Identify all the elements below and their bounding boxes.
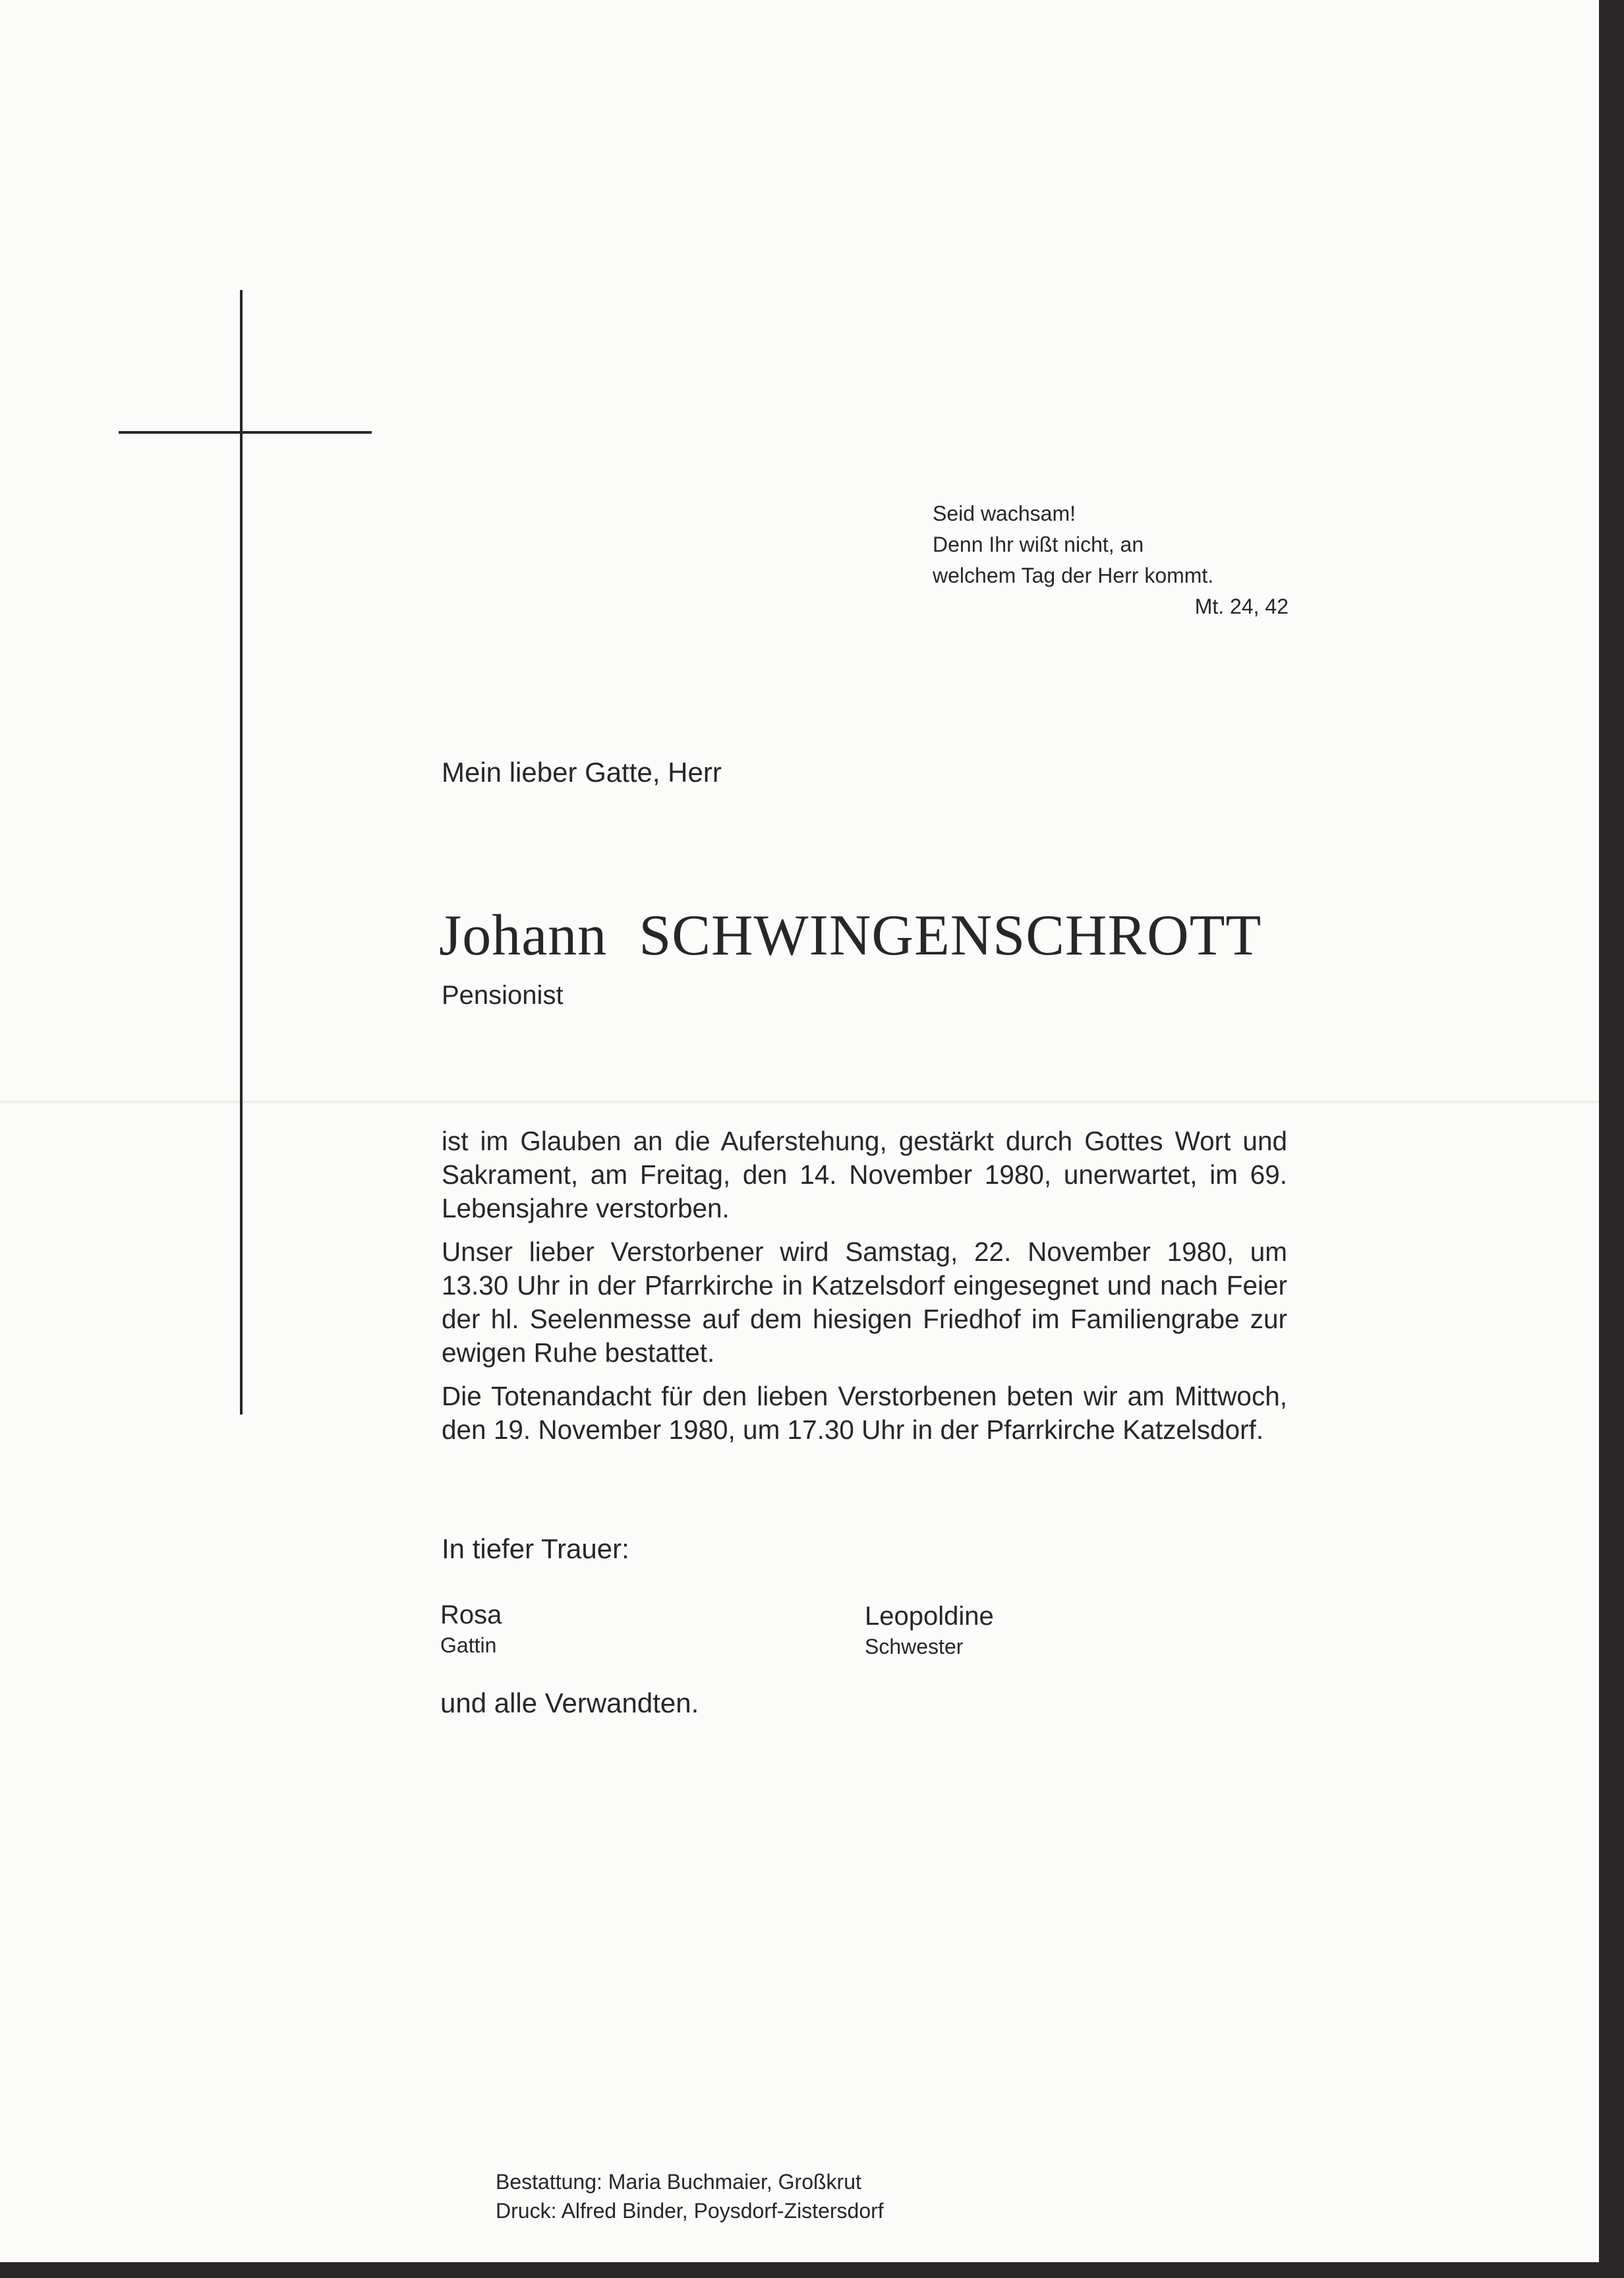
quote-reference: Mt. 24, 42 xyxy=(1194,595,1289,618)
salutation: Mein lieber Gatte, Herr xyxy=(442,757,722,788)
mourner xyxy=(865,1600,994,1661)
cross-icon-horizontal-bar xyxy=(119,431,372,434)
relatives-line: und alle Verwandten. xyxy=(440,1687,699,1718)
mourning-heading: In tiefer Trauer: xyxy=(442,1533,629,1564)
printer-line: Druck: Alfred Binder, Poysdorf-Zistersdorf xyxy=(496,2199,884,2223)
quote-line: Seid wachsam! xyxy=(933,502,1076,525)
cross-icon-vertical-bar xyxy=(240,290,243,1415)
mourner xyxy=(440,1599,502,1660)
quote-line: Denn Ihr wißt nicht, an xyxy=(933,533,1144,556)
surname: SCHWINGENSCHROTT xyxy=(639,904,1262,968)
prayer-paragraph: Die Totenandacht für den lieben Verstorbenen beten wir am Mittwoch, den 19. November 1980, um 17.30 Uhr in der Pfarrkirche Katzelsdorf. xyxy=(442,1381,1287,1445)
notice-body xyxy=(442,1124,1287,1457)
deceased-name xyxy=(439,903,1262,969)
mourner-name: Leopoldine xyxy=(865,1602,994,1631)
death-paragraph: ist im Glauben an die Auferstehung, gestärkt durch Gottes Wort und Sakrament, am Freitag, den 14. November 1980, unerwartet, im 69. Lebensjahre verstorben. xyxy=(442,1126,1287,1223)
funeral-paragraph: Unser lieber Verstorbener wird Samstag, 22. November 1980, um 13.30 Uhr in der Pfarrkirche in Katzelsdorf eingesegnet und nach Feier der hl. Seelenmesse auf dem hiesigen Friedhof im Familiengrabe zur ewigen Ruhe bestattet. xyxy=(442,1237,1287,1368)
mourner-name: Rosa xyxy=(440,1600,502,1629)
imprint xyxy=(496,2167,884,2225)
quote-line: welchem Tag der Herr kommt. xyxy=(933,564,1214,587)
occupation: Pensionist xyxy=(442,981,564,1010)
first-name: Johann xyxy=(439,904,608,968)
funeral-home-line: Bestattung: Maria Buchmaier, Großkrut xyxy=(496,2170,861,2194)
mourner-relation: Gattin xyxy=(440,1633,497,1657)
mourner-relation: Schwester xyxy=(865,1635,964,1658)
bible-quote xyxy=(933,498,1289,622)
